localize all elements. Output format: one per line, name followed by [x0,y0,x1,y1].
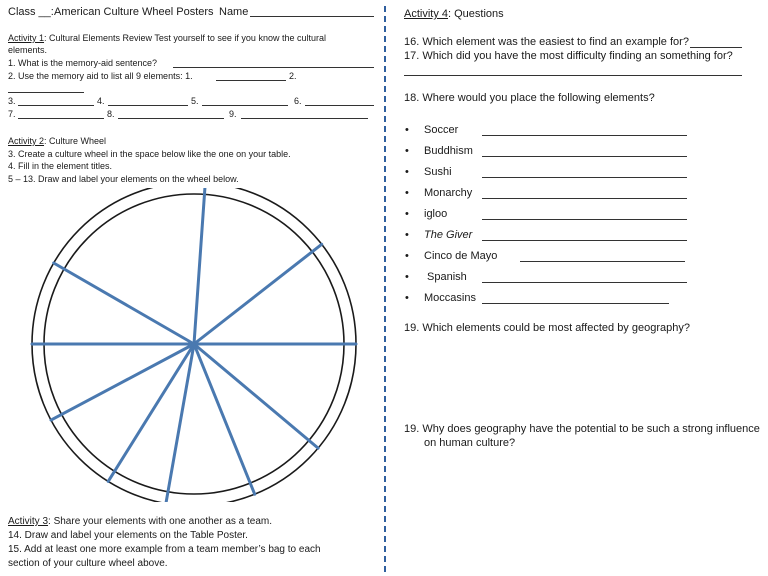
element-5-blank[interactable] [202,105,288,106]
bullet-icon: • [405,166,409,178]
element-item-blank[interactable] [482,219,687,220]
question-2: 2. Use the memory aid to list all 9 elements: 1. [8,71,193,81]
wheel-spoke [194,244,322,344]
element-3-blank[interactable] [18,105,94,106]
column-divider [384,6,386,572]
wheel-spoke [194,344,318,448]
bullet-icon: • [405,208,409,220]
element-item-blank[interactable] [482,135,687,136]
activity3-heading-line [8,517,272,527]
culture-wheel[interactable] [30,188,360,502]
element-7-blank[interactable] [18,118,104,119]
element-item-blank[interactable] [482,156,687,157]
bullet-icon: • [405,145,409,157]
element-item-label: Cinco de Mayo [424,250,498,262]
element-4-blank[interactable] [108,105,188,106]
activity2-line-3: 3. Create a culture wheel in the space below like the one on your table. [8,149,291,159]
question-1: 1. What is the memory-aid sentence? [8,58,158,68]
activity4-heading: Activity 4 [404,8,449,20]
question-18: 18. Where would you place the following elements? [404,92,655,104]
bullet-icon: • [405,229,409,241]
element-8-blank[interactable] [118,118,224,119]
element-5-number: 5. [191,96,199,106]
activity3-heading: Activity 3 [8,516,49,527]
question-16-blank[interactable] [690,47,742,48]
element-7-number: 7. [8,109,16,119]
element-item-label: Sushi [424,166,452,178]
question-19-influence-line1: 19. Why does geography have the potential to be such a strong influence [404,423,760,435]
activity3-line-15b: section of your culture wheel above. [8,558,168,569]
element-9-number: 9. [229,109,237,119]
bullet-icon: • [405,271,409,283]
element-item-blank[interactable] [482,303,669,304]
class-label: Class __: [8,6,54,18]
activity2-line-4: 4. Fill in the element titles. [8,161,113,171]
wheel-spoke [51,344,194,420]
question-19-influence-line2: on human culture? [424,437,516,449]
element-item-label: Soccer [424,124,459,136]
element-item-label: Buddhism [424,145,473,157]
element-item-label: igloo [424,208,448,220]
activity1-heading: Activity 1 [8,33,45,43]
element-6-number: 6. [294,96,302,106]
element-4-number: 4. [97,96,105,106]
activity3-line-14: 14. Draw and label your elements on the Table Poster. [8,530,248,541]
worksheet-title: American Culture Wheel Posters [54,6,214,18]
activity1-heading-cont: elements. [8,45,48,55]
memory-aid-blank[interactable] [173,67,374,68]
element-item-label: Spanish [427,271,467,283]
activity2-heading-line [8,137,106,146]
bullet-icon: • [405,292,409,304]
element-item-label: The Giver [424,229,473,241]
activity3-line-15: 15. Add at least one more example from a team member’s bag to each [8,544,321,555]
wheel-spoke [54,263,194,344]
element-item-label: Monarchy [424,187,473,199]
element-item-blank[interactable] [482,177,687,178]
bullet-icon: • [405,250,409,262]
element-item-blank[interactable] [482,198,687,199]
activity2-heading: Activity 2 [8,136,45,146]
element-item-blank[interactable] [482,282,687,283]
wheel-spokes [32,188,356,502]
bullet-icon: • [405,124,409,136]
wheel-spoke [194,344,255,494]
activity3-heading-rest: : Share your elements with one another as a team. [48,516,273,527]
activity4-heading-line [404,9,504,20]
element-1-blank[interactable] [216,80,286,81]
name-blank[interactable] [250,16,374,17]
activity4-heading-rest: : Questions [448,8,504,20]
wheel-spoke [194,188,205,344]
element-item-label: Moccasins [424,292,476,304]
name-label: Name [219,6,249,18]
element-9-blank[interactable] [241,118,368,119]
question-19-geography: 19. Which elements could be most affected by geography? [404,322,690,334]
element-item-blank[interactable] [482,240,687,241]
question-17-blank[interactable] [404,75,742,76]
question-17: 17. Which did you have the most difficulty finding an something for? [404,50,733,62]
activity1-heading-line [8,34,326,43]
activity1-heading-rest: : Cultural Elements Review Test yourself to see if you know the cultural [44,33,326,43]
element-6-blank[interactable] [305,105,374,106]
element-2-blank[interactable] [8,92,84,93]
bullet-icon: • [405,187,409,199]
question-16: 16. Which element was the easiest to find an example for? [404,36,689,48]
element-3-number: 3. [8,96,16,106]
element-8-number: 8. [107,109,115,119]
element-item-blank[interactable] [520,261,685,262]
activity2-line-5: 5 – 13. Draw and label your elements on the wheel below. [8,174,239,184]
element-2-number: 2. [289,71,297,81]
activity2-heading-rest: : Culture Wheel [44,136,107,146]
